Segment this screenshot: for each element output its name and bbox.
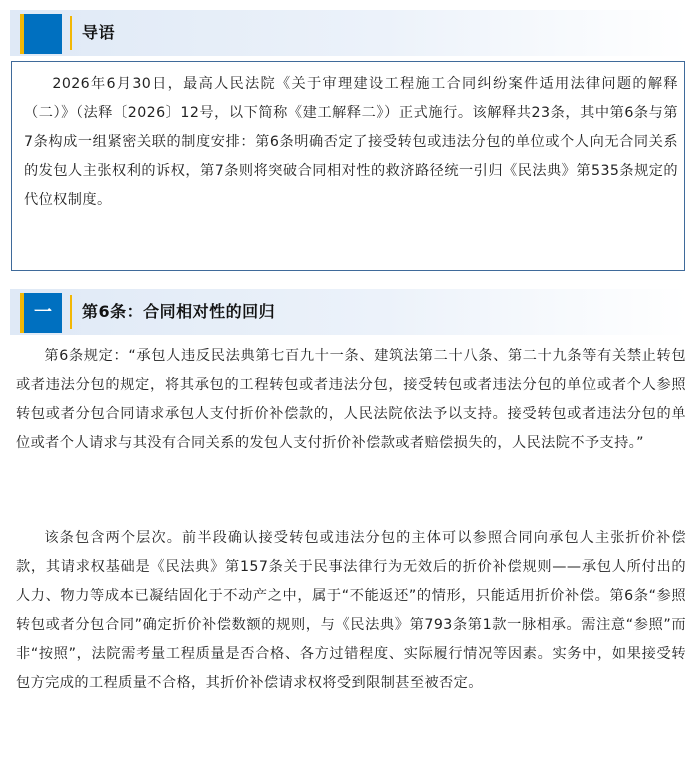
section-paragraph xyxy=(16,524,686,698)
intro-box xyxy=(11,61,685,271)
intro-heading-bar xyxy=(10,10,688,56)
section-paragraph xyxy=(16,342,686,458)
intro-heading: 导语 xyxy=(82,23,116,42)
section-heading: 第6条：合同相对性的回归 xyxy=(82,302,276,321)
heading-divider xyxy=(70,295,72,329)
heading-divider xyxy=(70,16,72,50)
intro-paragraph: 2026年6月30日，最高人民法院《关于审理建设工程施工合同纠纷案件适用法律问题的解释（二）》（法释〔2026〕12号，以下简称《建工解释二》）正式施行。该解释共23条，其中第6条与第7条构成一组紧密关联的制度安排：第6条明确否定了接受转包或违法分包的单位或个人向无合同关系的发包人主张权利的诉权，第7条则将突破合同相对性的救济路径统一引归《民法典》第535条规定的代位权制度。 xyxy=(24,76,678,208)
section-heading-bar xyxy=(10,289,688,335)
section-number-marker: 一 xyxy=(24,293,62,333)
intro-heading-marker xyxy=(24,14,62,54)
article-6-quote: 第6条规定：“承包人违反民法典第七百九十一条、建筑法第二十八条、第二十九条等有关禁止转包或者违法分包的规定，将其承包的工程转包或者违法分包，接受转包或者违法分包的单位或者个人参照转包或者分包合同请求承包人支付折价补偿款的，人民法院依法予以支持。接受转包或者违法分包的单位或者个人请求与其没有合同关系的发包人支付折价补偿款或者赔偿损失的，人民法院不予支持。” xyxy=(16,348,686,451)
article-6-analysis: 该条包含两个层次。前半段确认接受转包或违法分包的主体可以参照合同向承包人主张折价补偿款，其请求权基础是《民法典》第157条关于民事法律行为无效后的折价补偿规则——承包人所付出的人力、物力等成本已凝结固化于不动产之中，属于“不能返还”的情形，只能适用折价补偿。第6条“参照转包或者分包合同”确定折价补偿数额的规则，与《民法典》第793条第1款一脉相承。需注意“参照”而非“按照”，法院需考量工程质量是否合格、各方过错程度、实际履行情况等因素。实务中，如果接受转包方完成的工程质量不合格，其折价补偿请求权将受到限制甚至被否定。 xyxy=(16,530,686,691)
